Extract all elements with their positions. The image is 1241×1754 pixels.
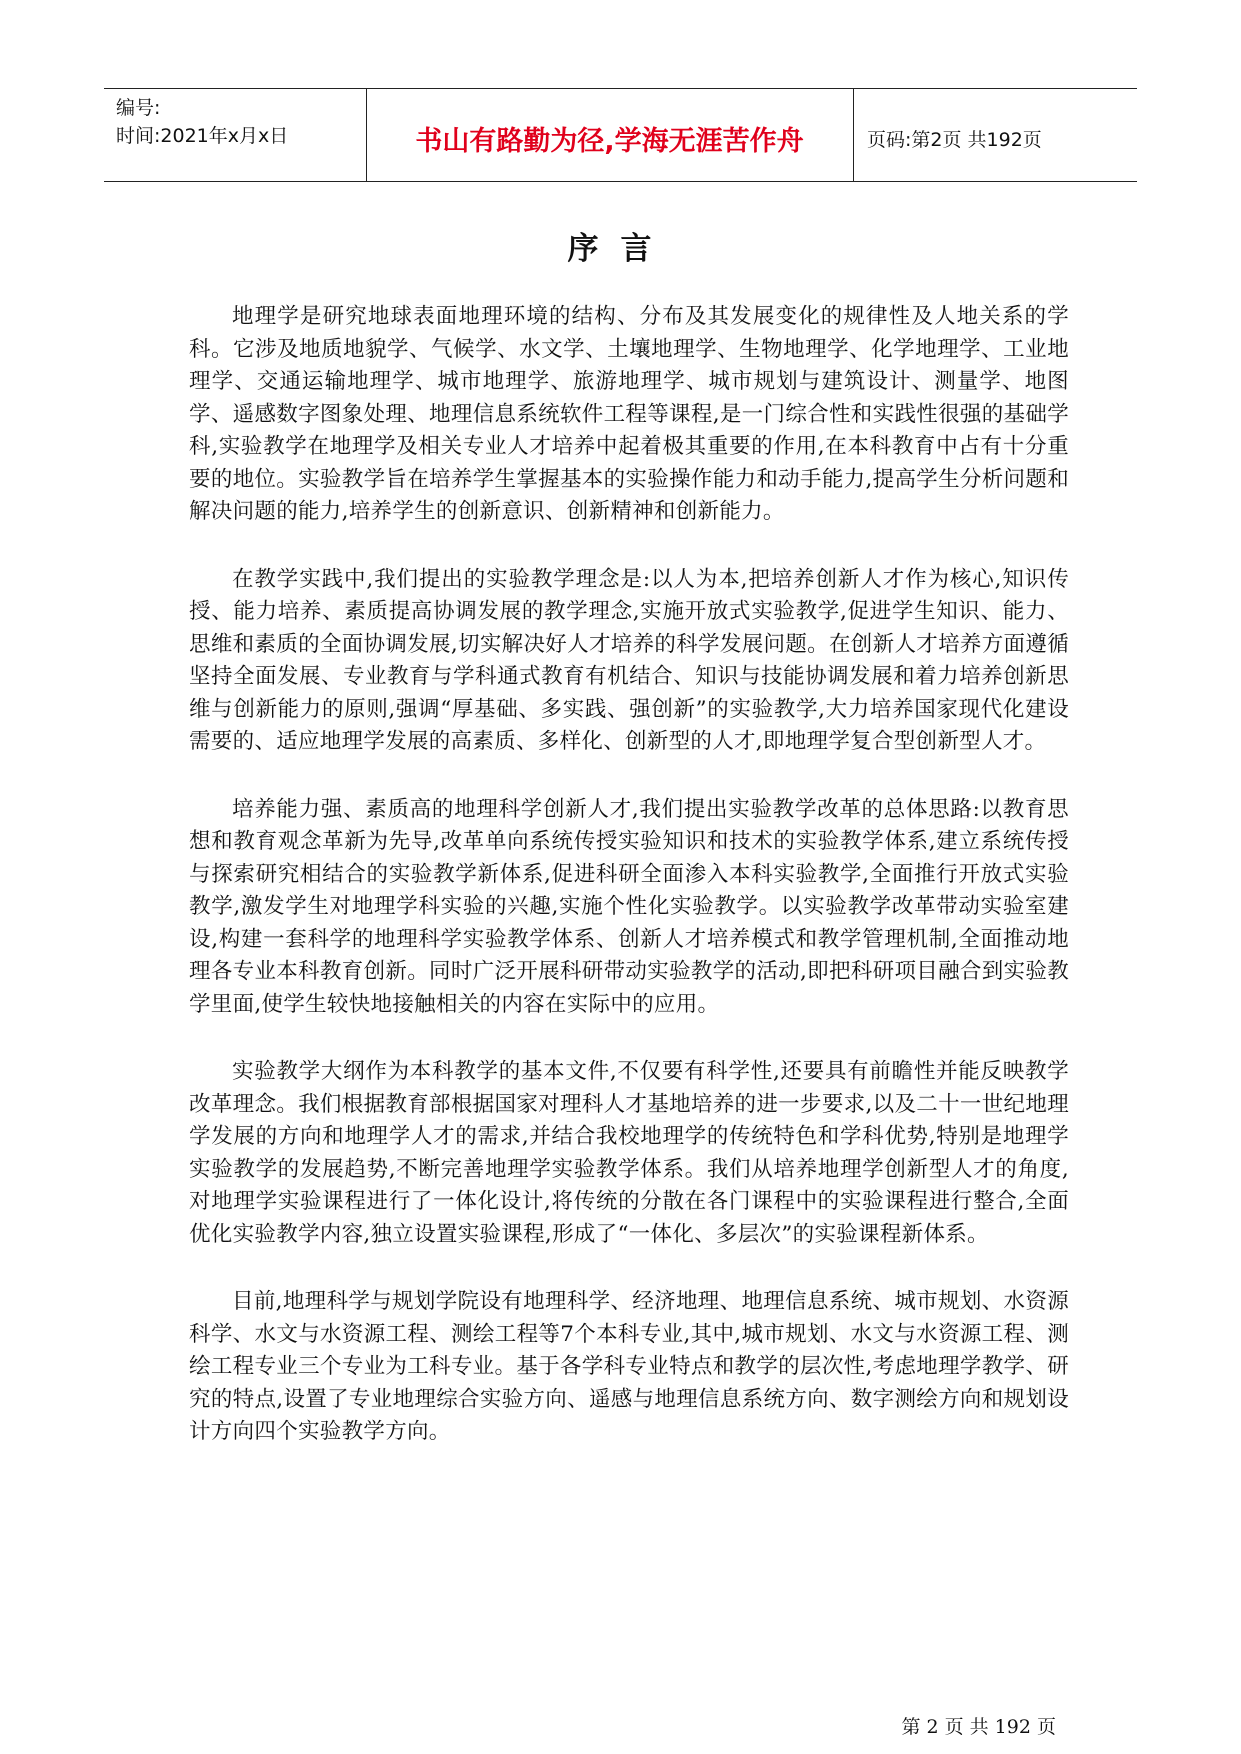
paragraph-5: 目前,地理科学与规划学院设有地理科学、经济地理、地理信息系统、城市规划、水资源科学、水文与水资源工程、测绘工程等7个本科专业,其中,城市规划、水文与水资源工程、测绘工程专业三个专业为工科专业。基于各学科专业特点和教学的层次性,考虑地理学教学、研究的特点,设置了专业地理综合实验方向、遥感与地理信息系统方向、数字测绘方向和规划设计方向四个实验教学方向。 [189, 1289, 1069, 1444]
paragraph-3: 培养能力强、素质高的地理科学创新人才,我们提出实验教学改革的总体思路:以教育思想和教育观念革新为先导,改革单向系统传授实验知识和技术的实验教学体系,建立系统传授与探索研究相结合的实验教学新体系,促进科研全面渗入本科实验教学,全面推行开放式实验教学,激发学生对地理学科实验的兴趣,实施个性化实验教学。以实验教学改革带动实验室建设,构建一套科学的地理科学实验教学体系、创新人才培养模式和教学管理机制,全面推动地理各专业本科教育创新。同时广泛开展科研带动实验教学的活动,即把科研项目融合到实验教学里面,使学生较快地接触相关的内容在实际中的应用。 [189, 796, 1069, 1017]
serial-label: 编号: [116, 97, 161, 119]
page-footer: 第 2 页 共 192 页 [901, 1716, 1056, 1738]
paragraph-1: 地理学是研究地球表面地理环境的结构、分布及其发展变化的规律性及人地关系的学科。它涉及地质地貌学、气候学、水文学、土壤地理学、生物地理学、化学地理学、工业地理学、交通运输地理学、城市地理学、旅游地理学、城市规划与建筑设计、测量学、地图学、遥感数字图象处理、地理信息系统软件工程等课程,是一门综合性和实践性很强的基础学科,实验教学在地理学及相关专业人才培养中起着极其重要的作用,在本科教育中占有十分重要的地位。实验教学旨在培养学生掌握基本的实验操作能力和动手能力,提高学生分析问题和解决问题的能力,培养学生的创新意识、创新精神和创新能力。 [189, 304, 1069, 524]
page-code: 页码:第2页 共192页 [867, 129, 1042, 151]
header-info-cell [104, 89, 367, 181]
paragraph-4: 实验教学大纲作为本科教学的基本文件,不仅要有科学性,还要具有前瞻性并能反映教学改革理念。我们根据教育部根据国家对理科人才基地培养的进一步要求,以及二十一世纪地理学发展的方向和地理学人才的需求,并结合我校地理学的传统特色和学科优势,特别是地理学实验教学的发展趋势,不断完善地理学实验教学体系。我们从培养地理学创新型人才的角度,对地理学实验课程进行了一体化设计,将传统的分散在各门课程中的实验课程进行整合,全面优化实验教学内容,独立设置实验课程,形成了“一体化、多层次”的实验课程新体系。 [189, 1059, 1069, 1247]
motto-text: 书山有路勤为径,学海无涯苦作舟 [415, 126, 804, 157]
time-label: 时间:2021年x月x日 [116, 125, 289, 147]
page-title: 序言 [567, 231, 674, 267]
header-motto-cell [366, 89, 854, 181]
paragraph-2: 在教学实践中,我们提出的实验教学理念是:以人为本,把培养创新人才作为核心,知识传授、能力培养、素质提高协调发展的教学理念,实施开放式实验教学,促进学生知识、能力、思维和素质的全面协调发展,切实解决好人才培养的科学发展问题。在创新人才培养方面遵循坚持全面发展、专业教育与学科通式教育有机结合、知识与技能协调发展和着力培养创新思维与创新能力的原则,强调“厚基础、多实践、强创新”的实验教学,大力培养国家现代化建设需要的、适应地理学发展的高素质、多样化、创新型的人才,即地理学复合型创新型人才。 [189, 566, 1069, 754]
page-header [104, 88, 1137, 182]
document-body [189, 301, 1069, 1484]
header-page-cell [853, 89, 1137, 181]
